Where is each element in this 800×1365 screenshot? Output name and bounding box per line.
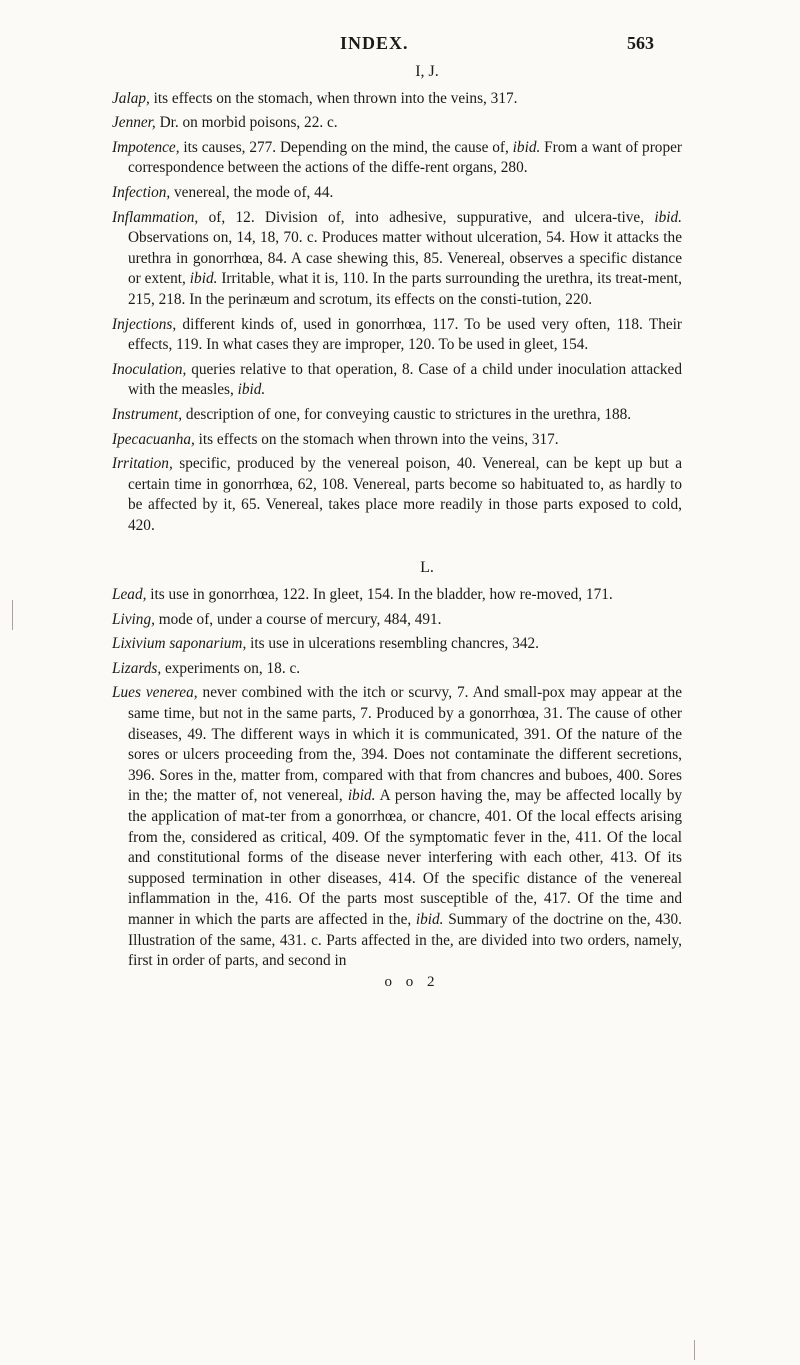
entry-term: Lizards, (112, 659, 162, 677)
entry-text: its use in gonorrhœa, 122. In gleet, 154. In the bladder, how re-moved, 171. (146, 586, 613, 604)
index-entry-inflammation (112, 208, 682, 311)
entry-term: Lixivium saponarium, (112, 635, 247, 653)
index-entry-lues-venerea (112, 683, 682, 971)
entry-text: specific, produced by the venereal poison, 40. Venereal, can be kept up but a certain time in gonorrhœa, 62, 108. Venereal, parts become so habituated to, as hardly to be affected by it, 65. Venereal, takes place more readily in those parts exposed to cold, 420. (128, 455, 682, 534)
entry-text: its effects on the stomach, when thrown into the veins, 317. (149, 89, 518, 107)
entry-text-cont-2: Summary of the doctrine on the, 430. Illustration of the same, 431. c. Parts affected in the, are divided into two orders, namely, first in order of parts, and second in (128, 910, 682, 970)
entry-ibid: ibid. (512, 138, 541, 156)
entry-text-cont: A person having the, may be affected locally by the application of mat-ter from a gonorrhœa, or chancre, 401. Of the local effects arising from the, considered as critical, 409. Of the symptomatic fever in the, 411. Of the local and constitutional forms of the disease never interfering with each other, 413. Of its supposed termination in other diseases, 414. Of the specific distance of the venereal inflammation in the, 416. Of the parts most susceptible of the, 417. Of the time and manner in which the parts are affected in the, (128, 787, 682, 928)
entry-text: description of one, for conveying caustic to strictures in the urethra, 188. (182, 405, 632, 423)
entry-term: Ipecacuanha, (112, 430, 195, 448)
index-entry-impotence (112, 138, 682, 179)
entry-text: mode of, under a course of mercury, 484, 491. (154, 610, 442, 628)
index-body (112, 62, 682, 992)
entry-term: Inoculation, (112, 360, 187, 378)
index-entry-ipecacuanha (112, 430, 682, 451)
section-heading-l: L. (420, 559, 434, 577)
entry-ibid-2: ibid. (415, 910, 444, 928)
entry-text-cont-2: Irritable, what it is, 110. In the parts surrounding the urethra, its treat-ment, 215, 218. In the perinæum and scrotum, its effects on the consti-tution, 220. (128, 270, 682, 308)
entry-text: its causes, 277. Depending on the mind, the cause of, (179, 138, 513, 156)
index-entry-infection (112, 183, 682, 204)
entry-term: Injections, (112, 315, 177, 333)
entry-term: Impotence, (112, 138, 180, 156)
entry-term: Irritation, (112, 455, 173, 473)
index-entry-jalap (112, 89, 682, 110)
index-entry-jenner (112, 113, 682, 134)
page-number: 563 (627, 33, 654, 53)
entry-text: venereal, the mode of, 44. (170, 183, 334, 201)
entry-text: Dr. on morbid poisons, 22. c. (155, 114, 338, 132)
entry-text-cont: Observations on, 14, 18, 70. c. Produces matter without ulceration, 54. How it attacks the urethra in gonorrhœa, 84. A case shewing this, 85. Venereal, observes a specific distance or extent, (128, 229, 682, 288)
index-entry-lead (112, 585, 682, 606)
entry-text: experiments on, 18. c. (161, 659, 301, 677)
entry-text-cont: From a want of proper correspondence between the actions of the diffe-rent organs, 280. (128, 138, 682, 177)
entry-ibid: ibid. (237, 381, 266, 399)
entry-term: Infection, (112, 183, 171, 201)
entry-ibid-2: ibid. (189, 270, 218, 288)
entry-term: Jenner, (112, 114, 156, 132)
page-edge-mark (12, 600, 13, 630)
entry-term: Living, (112, 610, 155, 628)
entry-term: Lues venerea, (112, 684, 198, 702)
index-entry-irritation (112, 454, 682, 536)
index-entry-lixivium (112, 634, 682, 655)
entry-text: never combined with the itch or scurvy, 7. And small-pox may appear at the same time, but not in the same parts, 7. Produced by a gonorrhœa, 31. The cause of other diseases, 49. The different ways in which it is communicated, 391. Of the nature of the sores or ulcers proceeding from the, 394. Does not contaminate the different secretions, 396. Sores in the, matter from, compared with that from chancres and buboes, 400. Sores in the; the matter of, not venereal, (128, 684, 682, 805)
index-entry-living (112, 610, 682, 631)
entry-ibid: ibid. (347, 787, 376, 805)
entry-text: of, 12. Division of, into adhesive, suppurative, and ulcera-tive, (198, 208, 655, 226)
running-head (0, 33, 800, 57)
entry-term: Instrument, (112, 405, 183, 423)
section-heading-i-j: I, J. (415, 63, 439, 80)
signature-mark: o o 2 (384, 973, 440, 990)
page-edge-mark (694, 1340, 695, 1360)
index-entry-inoculation (112, 360, 682, 401)
page-title: INDEX. (340, 33, 409, 53)
entry-term: Inflammation, (112, 208, 199, 226)
entry-text: queries relative to that operation, 8. Case of a child under inoculation attacked with the measles, (128, 360, 682, 399)
index-entry-instrument (112, 405, 682, 426)
index-entry-lizards (112, 659, 682, 680)
entry-term: Lead, (112, 586, 147, 604)
index-entry-injections (112, 315, 682, 356)
entry-ibid: ibid. (654, 208, 682, 226)
entry-text: different kinds of, used in gonorrhœa, 117. To be used very often, 118. Their effects, 119. In what cases they are improper, 120. To be used in gleet, 154. (128, 315, 682, 354)
entry-term: Jalap, (112, 89, 150, 107)
entry-text: its effects on the stomach when thrown into the veins, 317. (194, 430, 559, 448)
entry-text: its use in ulcerations resembling chancres, 342. (246, 635, 539, 653)
